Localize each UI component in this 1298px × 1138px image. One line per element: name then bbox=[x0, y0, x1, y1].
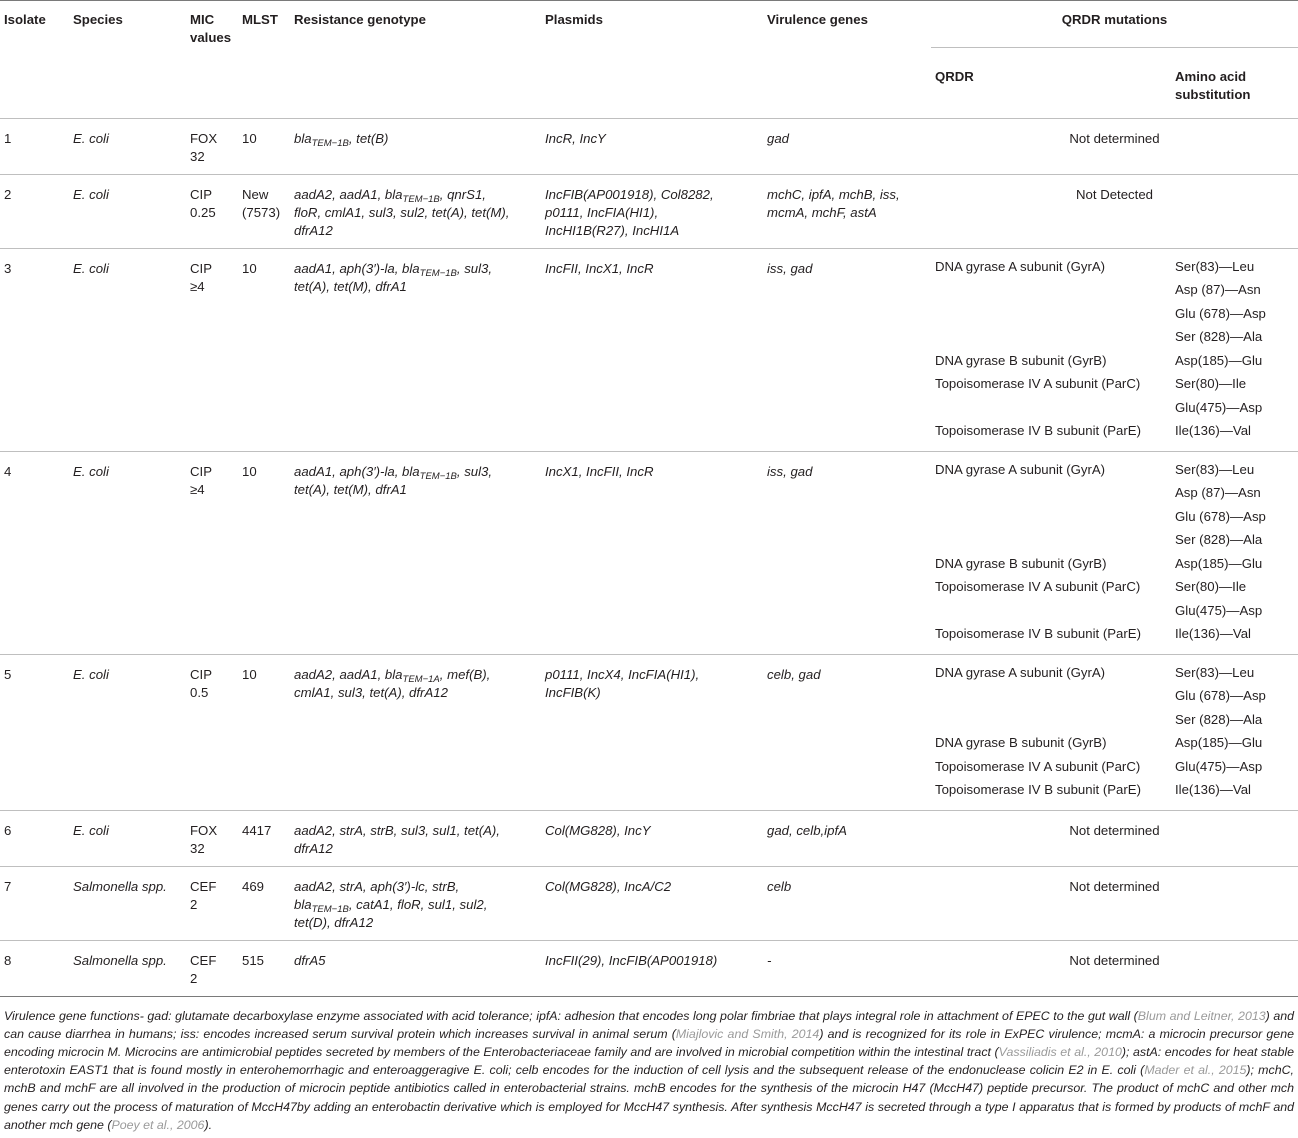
resistance-cell bbox=[290, 174, 541, 248]
mic-value: 32 bbox=[190, 148, 205, 164]
resistance-cell bbox=[290, 451, 541, 654]
mic-cell bbox=[186, 866, 238, 940]
virulence-cell bbox=[763, 118, 931, 174]
qrdr-note: Not determined bbox=[931, 810, 1298, 866]
plasmids-cell bbox=[541, 451, 763, 654]
cell-line: tet(D), dfrA12 bbox=[294, 914, 374, 930]
qrdr-region: DNA gyrase B subunit (GyrB) bbox=[935, 352, 1107, 368]
mlst-cell bbox=[238, 940, 290, 996]
qrdr-region: Topoisomerase IV B subunit (ParE) bbox=[935, 423, 1141, 438]
footnote-text: ); mchC, mchB and mchF are all involved in the production of microcin peptide antibiotics called in enterobacterial strains. mchB encodes for the synthesis of the microcin H47 (MccH47) peptide precursor. The product of mchC and other mch genes carry out the process of maturation of MccH47by adding an enterobactin derivative which is employed for MccH47 synthesis. After synthesis MccH47 is secreted through a type I apparatus that is formed by products of mchF and another mch gene ( bbox=[4, 1063, 1294, 1132]
plasmids-cell bbox=[541, 174, 763, 248]
amino-acid-substitution: Asp (87)—Asn bbox=[1175, 282, 1261, 297]
footnote-text: ) and can cause diarrhea in humans; iss: encodes increased serum survival protein which increases survival in animal serum ( bbox=[4, 1008, 1294, 1041]
header-qrdr: QRDR bbox=[931, 47, 1171, 118]
header-qrdr-mutations: QRDR mutations bbox=[931, 1, 1298, 48]
cell-line: Col(MG828), IncA/C2 bbox=[545, 878, 672, 894]
mlst-value: New bbox=[242, 186, 269, 202]
qrdr-region bbox=[935, 481, 1167, 505]
qrdr-region: DNA gyrase A subunit (GyrA) bbox=[935, 258, 1106, 274]
header-plasmids: Plasmids bbox=[541, 1, 763, 48]
amino-acid-substitution: Glu(475)—Asp bbox=[1175, 602, 1263, 618]
mic-value: 0.25 bbox=[190, 204, 216, 220]
cell-line: iss, gad bbox=[767, 260, 813, 276]
virulence-cell bbox=[763, 810, 931, 866]
isolate-cell: 8 bbox=[0, 940, 69, 996]
table-row bbox=[0, 940, 1298, 996]
mic-drug: CEF bbox=[190, 878, 217, 894]
amino-acid-substitution: Ser(83)—Leu bbox=[1175, 258, 1255, 274]
amino-acid-substitution: Glu (678)—Asp bbox=[1175, 508, 1266, 524]
subheader-row bbox=[0, 47, 1298, 118]
footnote-text: ); astA: encodes for heat stable enterotoxin EAST1 that is found mostly in enterohemorrhagic and enteroaggeragive E. coli; celb encodes for the induction of cell lysis and the subsequent release of the endonuclease colicin E2 in E. coli ( bbox=[4, 1044, 1294, 1078]
species-cell: E. coli bbox=[69, 451, 186, 654]
qrdr-region bbox=[935, 505, 1167, 529]
table-row bbox=[0, 866, 1298, 940]
qrdr-note: Not determined bbox=[931, 118, 1298, 174]
amino-acid-substitution: Glu(475)—Asp bbox=[1175, 758, 1263, 774]
cell-line: tet(A), tet(M), dfrA1 bbox=[294, 278, 407, 294]
mic-cell bbox=[186, 940, 238, 996]
cell-line: IncFII, IncX1, IncR bbox=[545, 260, 654, 276]
cell-line: floR, cmlA1, sul3, sul2, tet(A), tet(M), bbox=[294, 204, 510, 220]
mlst-value: 4417 bbox=[242, 822, 272, 838]
plasmids-cell bbox=[541, 866, 763, 940]
isolate-cell: 4 bbox=[0, 451, 69, 654]
cell-line: gad bbox=[767, 130, 790, 146]
virulence-cell bbox=[763, 866, 931, 940]
resistance-cell bbox=[290, 654, 541, 810]
mic-drug: FOX bbox=[190, 130, 218, 146]
qrdr-region: Topoisomerase IV A subunit (ParC) bbox=[935, 376, 1141, 391]
amino-acid-substitution: Asp(185)—Glu bbox=[1175, 352, 1263, 368]
qrdr-region: DNA gyrase A subunit (GyrA) bbox=[935, 664, 1106, 680]
header-species: Species bbox=[69, 1, 186, 48]
mlst-value: 515 bbox=[242, 952, 265, 968]
cell-line: - bbox=[767, 952, 772, 968]
cell-line: p0111, IncX4, IncFIA(HI1), bbox=[545, 666, 700, 682]
mic-value: 2 bbox=[190, 970, 198, 986]
virulence-cell bbox=[763, 940, 931, 996]
mlst-extra: (7573) bbox=[242, 204, 281, 220]
amino-acid-substitution: Ser(83)—Leu bbox=[1175, 461, 1255, 477]
isolate-cell: 3 bbox=[0, 248, 69, 451]
qrdr-note: Not Detected bbox=[931, 174, 1298, 248]
plasmids-cell bbox=[541, 118, 763, 174]
mlst-cell bbox=[238, 866, 290, 940]
mlst-cell bbox=[238, 810, 290, 866]
cell-line: IncFIB(AP001918), Col8282, bbox=[545, 186, 714, 202]
species-cell: E. coli bbox=[69, 174, 186, 248]
mic-value: 0.5 bbox=[190, 684, 209, 700]
species-cell: Salmonella spp. bbox=[69, 866, 186, 940]
cell-line: bla$_{TEM-1B}$, catA1, floR, sul1, sul2, bbox=[294, 896, 488, 915]
isolate-cell: 6 bbox=[0, 810, 69, 866]
table-row bbox=[0, 451, 1298, 654]
qrdr-region: Topoisomerase IV A subunit (ParC) bbox=[935, 579, 1141, 594]
qrdr-region: DNA gyrase B subunit (GyrB) bbox=[935, 735, 1107, 750]
cell-line: dfrA5 bbox=[294, 952, 326, 968]
qrdr-region bbox=[935, 325, 1167, 349]
qrdr-region: DNA gyrase B subunit (GyrB) bbox=[935, 555, 1107, 571]
header-resistance: Resistance genotype bbox=[290, 1, 541, 48]
cell-line: IncFII(29), IncFIB(AP001918) bbox=[545, 952, 718, 968]
isolate-cell: 2 bbox=[0, 174, 69, 248]
qrdr-cell bbox=[931, 654, 1171, 810]
plasmids-cell bbox=[541, 810, 763, 866]
mic-cell bbox=[186, 174, 238, 248]
species-cell: E. coli bbox=[69, 118, 186, 174]
virulence-cell bbox=[763, 248, 931, 451]
cell-line: aadA2, strA, aph(3′)-lc, strB, bbox=[294, 878, 460, 894]
cell-line: aadA2, strA, strB, sul3, sul1, tet(A), bbox=[294, 822, 500, 838]
amino-acid-substitution: Ser(83)—Leu bbox=[1175, 664, 1255, 680]
mlst-cell bbox=[238, 654, 290, 810]
amino-acid-substitution: Ile(136)—Val bbox=[1175, 782, 1251, 797]
resistance-cell bbox=[290, 810, 541, 866]
cell-line: IncX1, IncFII, IncR bbox=[545, 463, 654, 479]
header-row bbox=[0, 1, 1298, 48]
qrdr-note: Not determined bbox=[931, 940, 1298, 996]
qrdr-region bbox=[935, 684, 1167, 708]
resistance-cell bbox=[290, 866, 541, 940]
mic-value: ≥4 bbox=[190, 278, 205, 294]
cell-line: aadA1, aph(3′)-la, bla$_{TEM-1B}$, sul3, bbox=[294, 260, 493, 279]
mic-cell bbox=[186, 451, 238, 654]
qrdr-region bbox=[935, 599, 1167, 623]
mlst-value: 10 bbox=[242, 260, 257, 276]
qrdr-region: Topoisomerase IV B subunit (ParE) bbox=[935, 626, 1141, 641]
cell-line: celb bbox=[767, 878, 792, 894]
header-mlst: MLST bbox=[238, 1, 290, 48]
mic-drug: CIP bbox=[190, 666, 212, 682]
plasmids-cell bbox=[541, 248, 763, 451]
table-row bbox=[0, 174, 1298, 248]
mlst-value: 10 bbox=[242, 666, 257, 682]
amino-acid-substitution: Ser(80)—Ile bbox=[1175, 376, 1247, 391]
cell-line: bla$_{TEM-1B}$, tet(B) bbox=[294, 130, 389, 149]
header-isolate: Isolate bbox=[0, 1, 69, 48]
mlst-cell bbox=[238, 248, 290, 451]
species-cell: E. coli bbox=[69, 810, 186, 866]
qrdr-region: DNA gyrase A subunit (GyrA) bbox=[935, 461, 1106, 477]
mic-cell bbox=[186, 810, 238, 866]
plasmids-cell bbox=[541, 940, 763, 996]
footnote-text: ) and is recognized for its role in ExPEC virulence; mcmA: a microcin precursor gene encoding microcin M. Microcins are antimicrobial peptides secreted by members of the Enterobacteriaceae family and are involved in microbial competition within the intestinal tract ( bbox=[4, 1026, 1294, 1059]
mic-cell bbox=[186, 248, 238, 451]
cell-line: IncHI1B(R27), IncHI1A bbox=[545, 222, 680, 238]
mic-drug: CIP bbox=[190, 186, 212, 202]
amino-acid-substitution: Ile(136)—Val bbox=[1175, 423, 1251, 438]
qrdr-region bbox=[935, 528, 1167, 552]
species-cell: Salmonella spp. bbox=[69, 940, 186, 996]
amino-acid-substitution: Glu (678)—Asp bbox=[1175, 688, 1266, 703]
amino-acid-substitution: Ser (828)—Ala bbox=[1175, 711, 1263, 727]
table-footnote bbox=[0, 997, 1298, 1134]
cell-line: p0111, IncFIA(HI1), bbox=[545, 204, 659, 220]
footnote-reference: Poey et al., 2006 bbox=[111, 1117, 205, 1132]
mic-drug: CEF bbox=[190, 952, 217, 968]
header-mic: MIC values bbox=[186, 1, 238, 48]
cell-line: dfrA12 bbox=[294, 840, 333, 856]
mlst-cell bbox=[238, 174, 290, 248]
cell-line: aadA2, aadA1, bla$_{TEM-1A}$, mef(B), bbox=[294, 666, 491, 685]
amino-acid-substitution: Glu(475)—Asp bbox=[1175, 399, 1263, 415]
cell-line: tet(A), tet(M), dfrA1 bbox=[294, 481, 407, 497]
cell-line: aadA1, aph(3′)-la, bla$_{TEM-1B}$, sul3, bbox=[294, 463, 493, 482]
mic-cell bbox=[186, 118, 238, 174]
cell-line: mcmA, mchF, astA bbox=[767, 204, 877, 220]
mic-drug: CIP bbox=[190, 260, 212, 276]
table-row bbox=[0, 248, 1298, 451]
resistance-cell bbox=[290, 118, 541, 174]
mlst-value: 10 bbox=[242, 130, 257, 146]
cell-line: mchC, ipfA, mchB, iss, bbox=[767, 186, 900, 202]
amino-acid-substitution: Ser (828)—Ala bbox=[1175, 329, 1263, 344]
cell-line: Col(MG828), IncY bbox=[545, 822, 651, 838]
qrdr-region bbox=[935, 302, 1167, 326]
cell-line: iss, gad bbox=[767, 463, 813, 479]
qrdr-region: Topoisomerase IV A subunit (ParC) bbox=[935, 758, 1141, 774]
qrdr-region: Topoisomerase IV B subunit (ParE) bbox=[935, 782, 1141, 797]
footnote-reference: Mader et al., 2015 bbox=[1144, 1063, 1247, 1078]
amino-acid-substitution: Ser(80)—Ile bbox=[1175, 579, 1247, 594]
mlst-cell bbox=[238, 451, 290, 654]
amino-acid-substitution: Asp(185)—Glu bbox=[1175, 555, 1263, 571]
cell-line: celb, gad bbox=[767, 666, 821, 682]
isolate-cell: 5 bbox=[0, 654, 69, 810]
table-row bbox=[0, 654, 1298, 810]
virulence-cell bbox=[763, 174, 931, 248]
cell-line: IncR, IncY bbox=[545, 130, 606, 146]
plasmids-cell bbox=[541, 654, 763, 810]
isolate-cell: 7 bbox=[0, 866, 69, 940]
header-virulence: Virulence genes bbox=[763, 1, 931, 48]
table-body bbox=[0, 118, 1298, 996]
header-substitution: Amino acid substitution bbox=[1171, 47, 1298, 118]
substitution-cell bbox=[1171, 451, 1298, 654]
footnote-reference: Miajlovic and Smith, 2014 bbox=[675, 1026, 820, 1041]
mic-drug: CIP bbox=[190, 463, 212, 479]
substitution-cell bbox=[1171, 654, 1298, 810]
substitution-cell bbox=[1171, 248, 1298, 451]
qrdr-note: Not determined bbox=[931, 866, 1298, 940]
amino-acid-substitution: Ser (828)—Ala bbox=[1175, 532, 1263, 547]
footnote-text: ). bbox=[204, 1117, 213, 1132]
qrdr-cell bbox=[931, 248, 1171, 451]
amino-acid-substitution: Asp(185)—Glu bbox=[1175, 735, 1263, 750]
cell-line: cmlA1, sul3, tet(A), dfrA12 bbox=[294, 684, 448, 700]
amino-acid-substitution: Glu (678)—Asp bbox=[1175, 305, 1266, 321]
resistance-cell bbox=[290, 940, 541, 996]
footnote-reference: Blum and Leitner, 2013 bbox=[1137, 1008, 1266, 1023]
mlst-value: 469 bbox=[242, 878, 265, 894]
mlst-value: 10 bbox=[242, 463, 257, 479]
mic-value: 32 bbox=[190, 840, 205, 856]
qrdr-region bbox=[935, 708, 1167, 732]
virulence-cell bbox=[763, 654, 931, 810]
cell-line: dfrA12 bbox=[294, 222, 333, 238]
virulence-cell bbox=[763, 451, 931, 654]
mlst-cell bbox=[238, 118, 290, 174]
amino-acid-substitution: Ile(136)—Val bbox=[1175, 626, 1251, 641]
species-cell: E. coli bbox=[69, 654, 186, 810]
cell-line: aadA2, aadA1, bla$_{TEM-1B}$, qnrS1, bbox=[294, 186, 486, 205]
amino-acid-substitution: Asp (87)—Asn bbox=[1175, 485, 1261, 500]
isolate-cell: 1 bbox=[0, 118, 69, 174]
mic-cell bbox=[186, 654, 238, 810]
cell-line: gad, celb,ipfA bbox=[767, 822, 847, 838]
resistance-cell bbox=[290, 248, 541, 451]
species-cell: E. coli bbox=[69, 248, 186, 451]
footnote-text: Virulence gene functions- gad: glutamate decarboxylase enzyme associated with acid tolerance; ipfA: adhesion that encodes long polar fimbriae that plays integral role in attachment of EPEC to the gut wall ( bbox=[4, 1008, 1138, 1023]
mic-value: ≥4 bbox=[190, 481, 205, 497]
footnote-reference: Vassiliadis et al., 2010 bbox=[998, 1044, 1122, 1059]
qrdr-cell bbox=[931, 451, 1171, 654]
mic-value: 2 bbox=[190, 896, 198, 912]
table-row bbox=[0, 810, 1298, 866]
qrdr-region bbox=[935, 278, 1167, 302]
mic-drug: FOX bbox=[190, 822, 218, 838]
qrdr-region bbox=[935, 396, 1167, 420]
table-row bbox=[0, 118, 1298, 174]
cell-line: IncFIB(K) bbox=[545, 684, 601, 700]
